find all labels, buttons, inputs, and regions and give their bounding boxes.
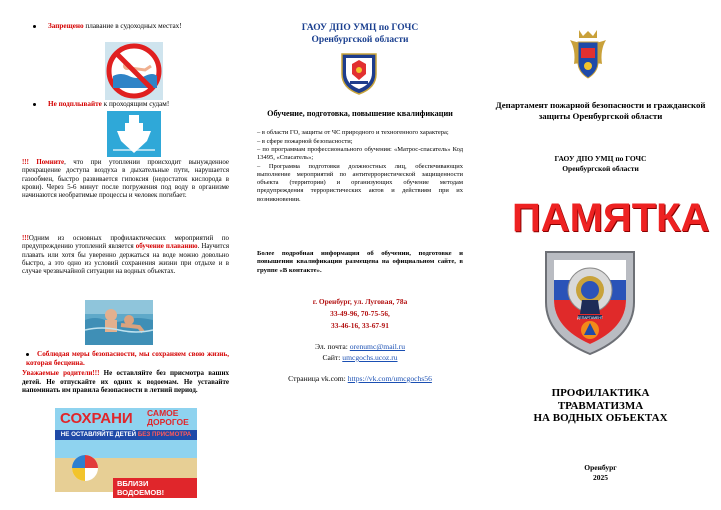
phones-line-1: 33-49-96, 70-75-56,: [330, 309, 390, 318]
middle-panel: [240, 0, 480, 510]
left-panel: [0, 0, 240, 510]
contacts-block: [240, 296, 480, 332]
site-line: Сайт: umcgochs.ucoz.ru: [322, 353, 398, 362]
rule-no-approach-ships: Не подплывайте к проходящим судам!: [33, 100, 238, 109]
org-name-header: ГАОУ ДПО УМЦ по ГОЧС Оренбургской области: [301, 23, 419, 45]
emblem-ribbon: ДЕПАРТАМЕНТ: [576, 316, 603, 320]
org-name: ГАОУ ДПО УМЦ по ГОЧС Оренбургской области: [554, 154, 647, 173]
training-item: – по программам профессионального обучения: «Матрос-спасатель» Код 13495, «Спасатель»;: [257, 146, 463, 162]
address: г. Оренбург, ул. Луговая, 78а: [312, 297, 408, 306]
site-link[interactable]: umcgochs.ucoz.ru: [342, 353, 398, 362]
bullet-icon: [33, 25, 36, 28]
training-item: – Программа подготовки должностных лиц, обеспечивающих выполнение мероприятий по антитеррористической защищенности объекта (территории) и организующих обучение методам предупреждения террористических актов и действиям при их возникновении.: [257, 162, 463, 203]
rule-no-swimming-shipping: Запрещено плавание в судоходных местах!: [33, 22, 238, 31]
banner-near-water-label: ВБЛИЗИ ВОДОЕМОВ!: [113, 478, 197, 498]
parents-warning: Уважаемые родители!!! Не оставляйте без присмотра ваших детей. Не отпускайте их одних к водоемам. Не уставайте напоминать им правила безопасности в летний период.: [22, 369, 230, 395]
safety-measures-note: Соблюдая меры безопасности, мы сохраняем свою жизнь, которая бесценна.: [26, 350, 229, 367]
subtitle: ПРОФИЛАКТИКА ТРАВМАТИЗМА НА ВОДНЫХ ОБЪЕКТАХ: [533, 387, 668, 424]
page-title: ПАМЯТКА: [512, 196, 710, 240]
banner-most-precious: САМОЕ ДОРОГОЕ: [147, 408, 189, 427]
swimming-training-paragraph: !!!Одним из основных профилактических мероприятий по предупреждению утоплений является обучение плаванию. Научится плавать или хотя бы уверенно держаться на воде можно довольно быстро, а это одно из условий сохранения жизни при отдыхе и в случае чрезвычайной ситуации на водных объектах.: [22, 235, 229, 276]
swimming-lesson-photo: [85, 300, 153, 345]
email-link[interactable]: orenumc@mail.ru: [349, 342, 406, 351]
banner-save-text: СОХРАНИ: [60, 410, 133, 427]
bullet-icon: [33, 103, 36, 106]
phones-line-2: 33-46-16, 33-67-91: [331, 321, 389, 330]
vk-link[interactable]: https://vk.com/umcgochs56: [347, 374, 432, 383]
no-swimming-sign-image: [105, 42, 163, 100]
vk-line: Страница vk.com: https://vk.com/umcgochs56: [288, 374, 432, 383]
remember-paragraph: !!! Помните, что при утоплении происходит вынужденное прекращение доступа воздуха в дыхательные пути, нарушается газообмен, быстро развивается гипоксия (недостаток кислорода в крови). Через 5-6 минут после погружения под воду в организме начинаются необратимые процессы и человек погибает.: [22, 159, 229, 200]
right-panel: [480, 0, 721, 510]
coat-of-arms-image: [566, 28, 610, 84]
department-name: Департамент пожарной безопасности и гражданской защиты Оренбургской области: [495, 100, 706, 121]
city-year: Оренбург 2025: [584, 463, 617, 482]
more-info-text: Более подробная информация об обучении, подготовке и повышении квалификации размещена на официальном сайте, в группе «В контакте».: [257, 250, 463, 274]
save-children-banner: [55, 408, 197, 497]
bullet-icon: [26, 353, 29, 356]
umc-logo: [338, 50, 380, 96]
online-contacts: [240, 341, 480, 363]
training-item: – в области ГО, защиты от ЧС природного и техногенного характера;: [257, 129, 449, 136]
training-item: – в сфере пожарной безопасности;: [257, 137, 353, 145]
ship-sign-image: [107, 111, 161, 157]
training-list: [257, 129, 463, 204]
training-heading: Обучение, подготовка, повышение квалификации: [267, 109, 453, 118]
emergency-emblem: [540, 244, 640, 356]
email-line: Эл. почта: orenumc@mail.ru: [314, 342, 406, 351]
banner-stripe: НЕ ОСТАВЛЯЙТЕ ДЕТЕЙ БЕЗ ПРИСМОТРА: [55, 430, 197, 440]
